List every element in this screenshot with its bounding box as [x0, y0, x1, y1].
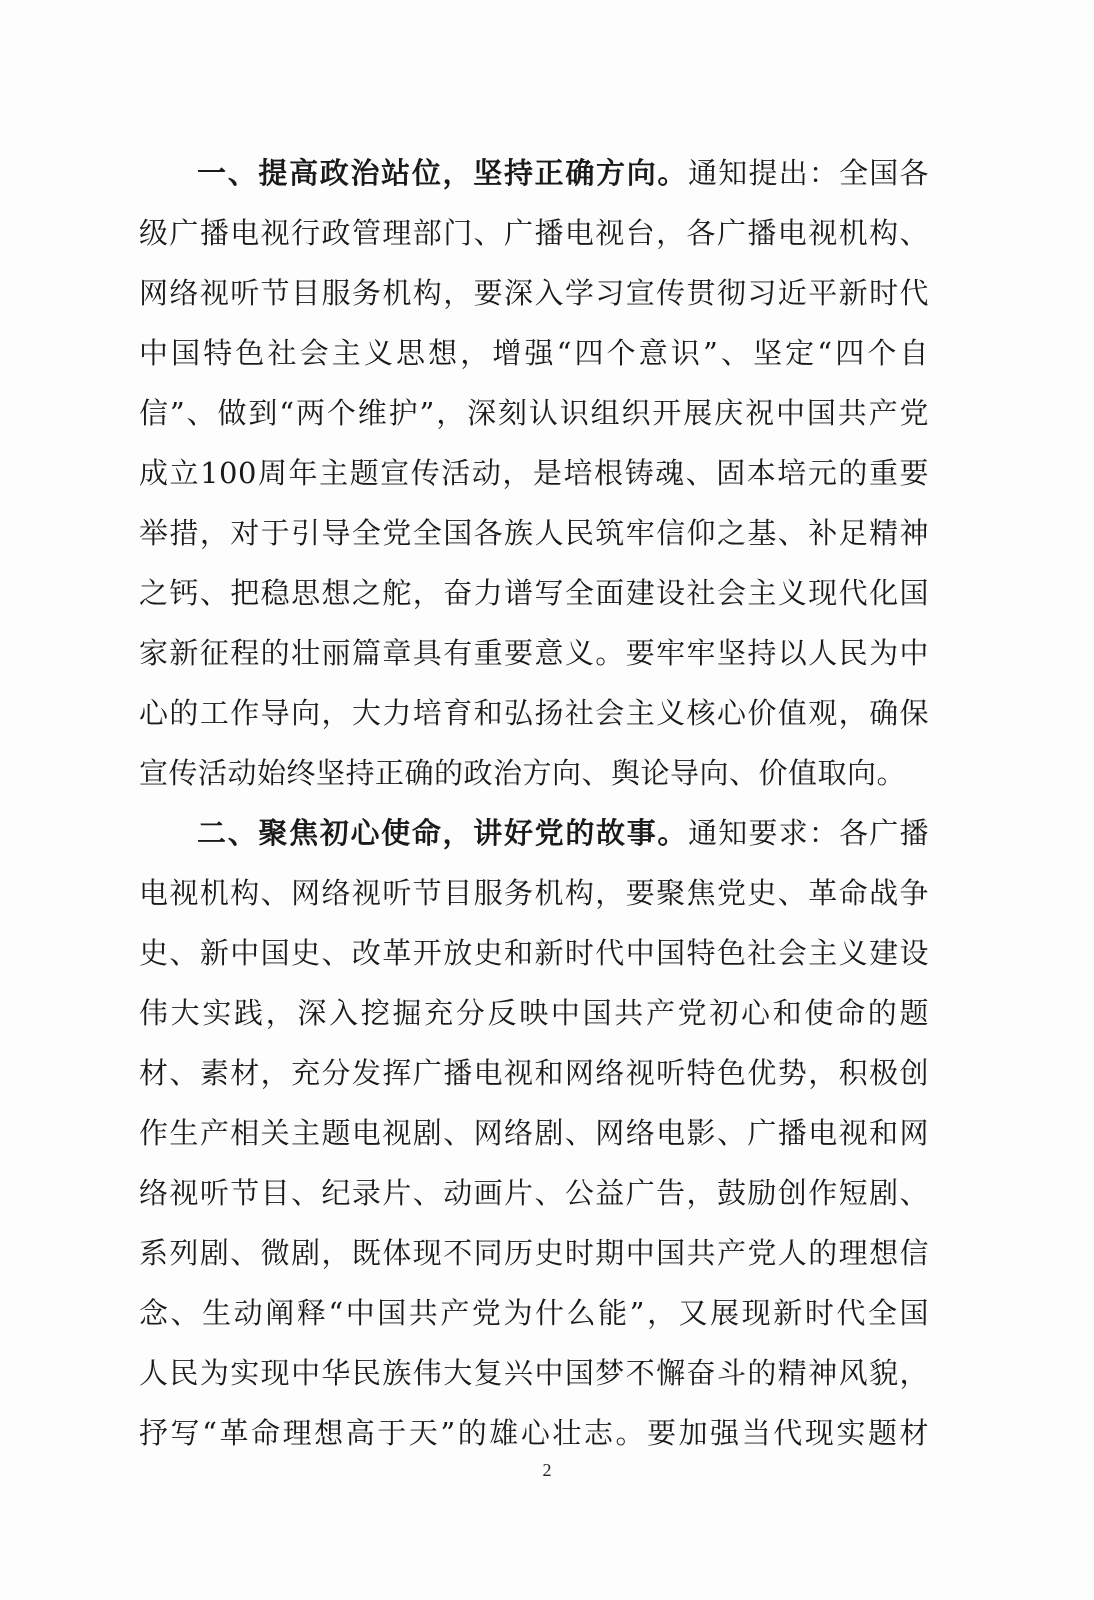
paragraph-line: 材、素材，充分发挥广播电视和网络视听特色优势，积极创	[139, 1056, 929, 1090]
paragraph-line: 史、新中国史、改革开放史和新时代中国特色社会主义建设	[139, 936, 929, 970]
paragraph-line: 级广播电视行政管理部门、广播电视台，各广播电视机构、	[139, 216, 929, 250]
paragraph-line: 网络视听节目服务机构，要深入学习宣传贯彻习近平新时代	[139, 276, 929, 310]
section1-first-line	[139, 143, 929, 203]
paragraph-line: 人民为实现中华民族伟大复兴中国梦不懈奋斗的精神风貌，	[139, 1356, 929, 1390]
paragraph-line: 络视听节目、纪录片、动画片、公益广告，鼓励创作短剧、	[139, 1176, 929, 1210]
paragraph-line: 成立100周年主题宣传活动，是培根铸魂、固本培元的重要	[139, 456, 929, 490]
section1-lead: 通知提出：全国各	[688, 156, 929, 190]
paragraph-line: 心的工作导向，大力培育和弘扬社会主义核心价值观，确保	[139, 696, 929, 730]
paragraph-line: 电视机构、网络视听节目服务机构，要聚焦党史、革命战争	[139, 876, 929, 910]
body-text	[139, 143, 929, 1463]
paragraph-line: 之钙、把稳思想之舵，奋力谱写全面建设社会主义现代化国	[139, 576, 929, 610]
paragraph-line: 家新征程的壮丽篇章具有重要意义。要牢牢坚持以人民为中	[139, 636, 929, 670]
section2-first-line	[139, 803, 929, 863]
paragraph-line: 念、生动阐释“中国共产党为什么能”，又展现新时代全国	[139, 1296, 929, 1330]
page-number: 2	[542, 1460, 552, 1480]
paragraph-line: 系列剧、微剧，既体现不同历史时期中国共产党人的理想信	[139, 1236, 929, 1270]
paragraph-line: 伟大实践，深入挖掘充分反映中国共产党初心和使命的题	[139, 996, 929, 1030]
paragraph-line: 信”、做到“两个维护”，深刻认识组织开展庆祝中国共产党	[139, 396, 929, 430]
paragraph-line: 抒写“革命理想高于天”的雄心壮志。要加强当代现实题材	[139, 1416, 929, 1450]
section1-heading: 一、提高政治站位，坚持正确方向。	[197, 156, 689, 190]
paragraph-line: 举措，对于引导全党全国各族人民筑牢信仰之基、补足精神	[139, 516, 929, 550]
section2-lead: 通知要求：各广播	[688, 816, 929, 850]
paragraph-line: 作生产相关主题电视剧、网络剧、网络电影、广播电视和网	[139, 1116, 929, 1150]
paragraph-line: 宣传活动始终坚持正确的政治方向、舆论导向、价值取向。	[139, 756, 907, 790]
paragraph-line: 中国特色社会主义思想，增强“四个意识”、坚定“四个自	[139, 336, 929, 370]
section2-heading: 二、聚焦初心使命，讲好党的故事。	[197, 816, 689, 850]
